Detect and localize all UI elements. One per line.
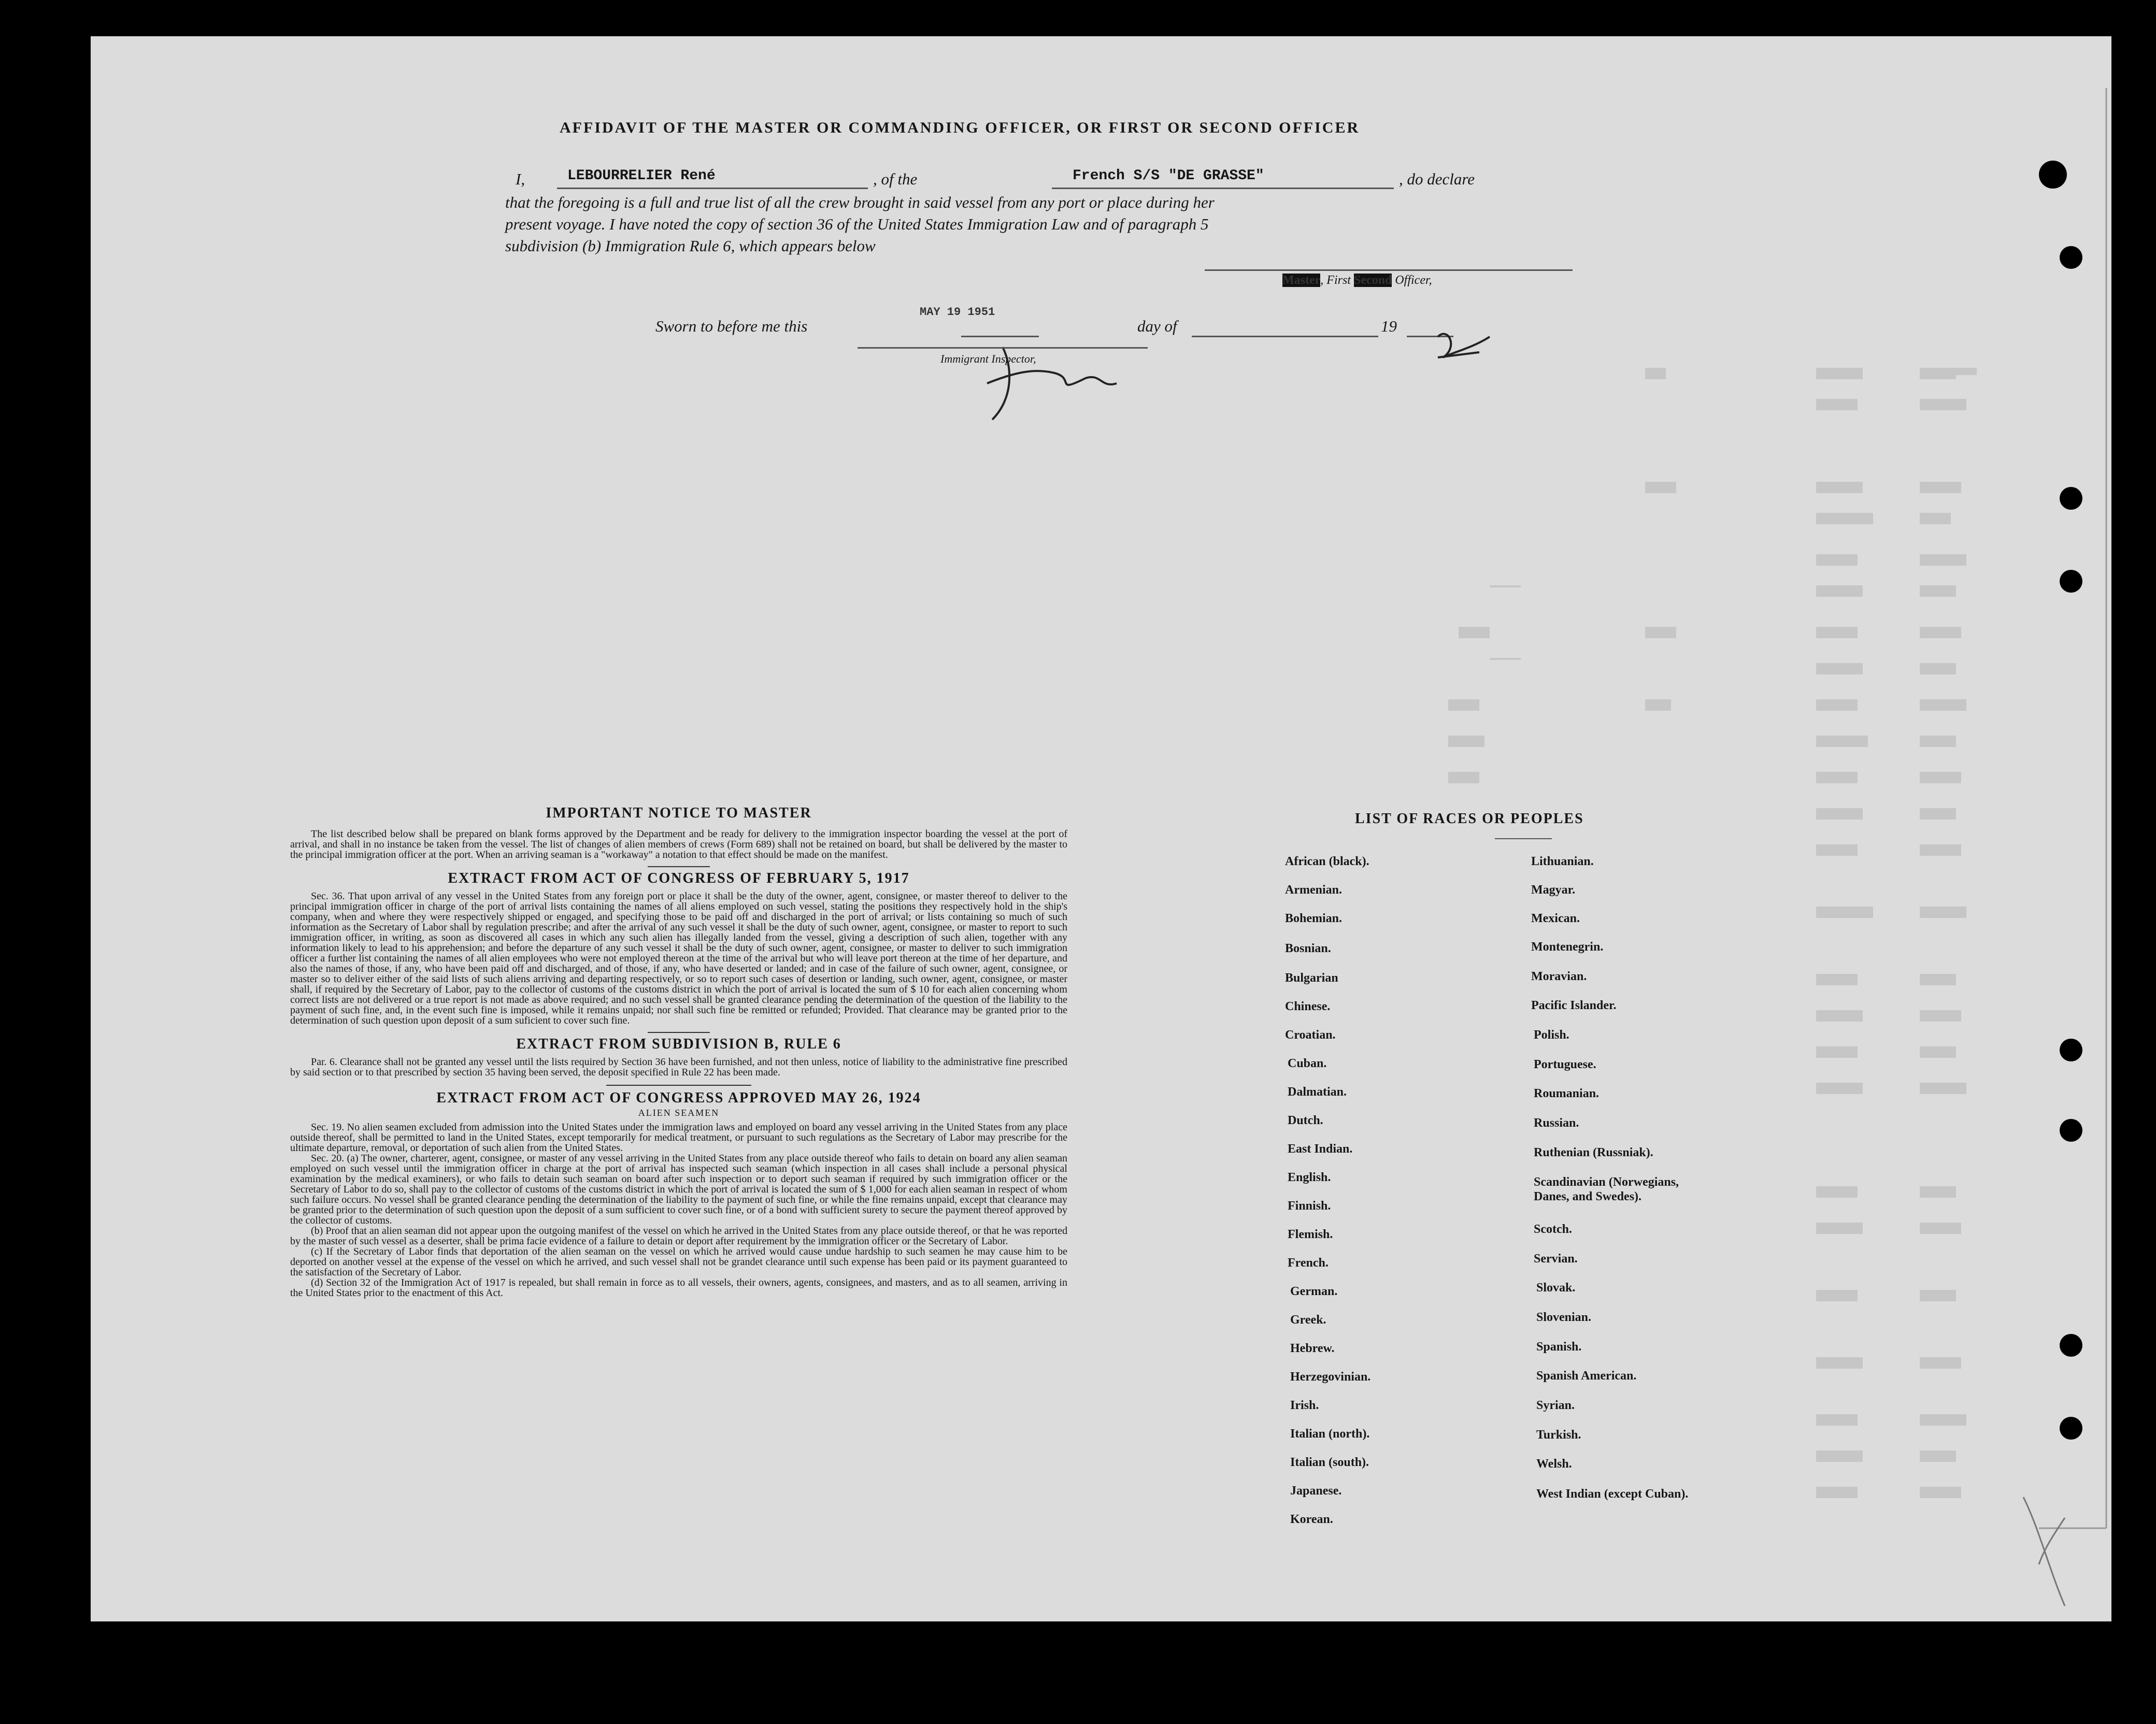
inspector-line	[858, 347, 1148, 349]
punch-hole	[2060, 1417, 2082, 1440]
affidavit-title: AFFIDAVIT OF THE MASTER OR COMMANDING OFFICER, OR FIRST OR SECOND OFFICER	[560, 119, 1360, 136]
race-right-11: Scandinavian (Norwegians, Danes, and Swedes).	[1534, 1175, 1679, 1203]
race-left-6: Croatian.	[1285, 1028, 1336, 1042]
punch-hole	[2060, 570, 2082, 593]
extract-1924-title: EXTRACT FROM ACT OF CONGRESS APPROVED MAY 26, 1924	[436, 1090, 921, 1106]
race-left-18: Herzegovinian.	[1290, 1370, 1371, 1384]
race-left-20: Italian (north).	[1290, 1427, 1370, 1441]
race-left-0: African (black).	[1285, 855, 1369, 868]
race-right-18: Syrian.	[1536, 1399, 1575, 1412]
race-left-22: Japanese.	[1290, 1484, 1342, 1498]
race-left-10: East Indian.	[1288, 1142, 1353, 1156]
sec20a-text: Sec. 20. (a) The owner, charterer, agent, consignee, or master of any vessel arriving in the United States from any place outside thereof who fails to detain on board any alien seaman employed on such vessel until the immigration officer in charge at the port of arrival has inspected such seaman (which inspection in all cases shall include a personal physical examination by the medical examiners), or who fails to detain such seaman on board after such inspection or to deport such seaman if required by such immigration officer or the Secretary of Labor to do so, shall pay to the collector of customs of the customs district in which the port of arrival is located the sum of $ 1,000 for each alien seaman in respect of whom such failure occurs. No vessel shall be granted clearance pending the determination of the liability to the payment of such fine, or while the fine remains unpaid, except that clearance may be granted prior to the determination of such question upon the deposit of a sum sufficient to cover such fine, or of a bond with sufficient surety to secure the payment thereof approved by the collector of customs.	[290, 1153, 1067, 1226]
handwritten-signatures	[858, 295, 1583, 440]
name-underline	[557, 188, 868, 189]
notice-section	[290, 805, 1067, 1299]
officer-struck-second: Second	[1353, 274, 1392, 287]
pencil-check-mark	[2008, 1487, 2111, 1621]
section-rule	[648, 866, 710, 867]
sec19-text: Sec. 19. No alien seamen excluded from admission into the United States under the immigration laws and employed on board any vessel arriving in the United States from any place outside thereof, shall be permitted to land in the United States, except temporarily for medical treatment, or pursuant to such regulations as the Secretary of Labor may prescribe for the ultimate departure, removal, or deportation of such alien from the United States.	[290, 1122, 1067, 1154]
affidavit-body	[505, 192, 1573, 257]
race-right-6: Polish.	[1534, 1028, 1569, 1042]
race-left-5: Chinese.	[1285, 1000, 1331, 1013]
notice-text: The list described below shall be prepared on blank forms approved by the Department and be ready for delivery to the immigration inspector boarding the vessel at the port of arrival, and shall in no instance be taken from the vessel. The list of changes of alien members of crews (Form 689) shall not be retained on board, but shall be delivered by the master to the principal immigration officer at the port. When an arriving seaman is a "workaway" a notation to that effect should be made on the manifest.	[290, 828, 1067, 860]
race-right-15: Slovenian.	[1536, 1311, 1592, 1324]
affidavit-of-the: , of the	[873, 170, 918, 188]
race-right-0: Lithuanian.	[1531, 855, 1594, 868]
inspector-label: Immigrant Inspector,	[940, 352, 1036, 365]
race-right-17: Spanish American.	[1536, 1369, 1637, 1383]
affidavit-i: I,	[516, 170, 525, 188]
race-right-3: Montenegrin.	[1531, 940, 1604, 954]
race-right-4: Moravian.	[1531, 970, 1587, 983]
day-of-label: day of	[1137, 317, 1177, 335]
officer-signature-line	[1205, 269, 1573, 271]
race-right-9: Russian.	[1534, 1116, 1579, 1130]
punch-hole	[2060, 246, 2082, 269]
race-left-4: Bulgarian	[1285, 971, 1338, 985]
race-left-7: Cuban.	[1288, 1057, 1327, 1070]
punch-hole	[2060, 1039, 2082, 1061]
vessel-underline	[1052, 188, 1394, 189]
vessel-name: French S/S "DE GRASSE"	[1073, 168, 1264, 184]
race-left-13: Flemish.	[1288, 1228, 1333, 1241]
race-right-20: Welsh.	[1536, 1457, 1572, 1471]
section-rule	[606, 1085, 751, 1086]
race-left-1: Armenian.	[1285, 883, 1342, 897]
race-right-16: Spanish.	[1536, 1340, 1582, 1354]
extract-1924-subtitle: ALIEN SEAMEN	[638, 1108, 720, 1118]
officer-first: , First	[1320, 274, 1351, 287]
affidavit-line1	[516, 170, 1573, 193]
officer-title	[1282, 274, 1432, 288]
race-right-12: Scotch.	[1534, 1223, 1572, 1236]
rule6-title: EXTRACT FROM SUBDIVISION B, RULE 6	[516, 1036, 841, 1052]
race-right-5: Pacific Islander.	[1531, 999, 1617, 1012]
race-left-3: Bosnian.	[1285, 942, 1331, 955]
extract-1917-title: EXTRACT FROM ACT OF CONGRESS OF FEBRUARY 5, 1917	[448, 870, 910, 886]
race-right-21: West Indian (except Cuban).	[1536, 1487, 1689, 1501]
races-title: LIST OF RACES OR PEOPLES	[1355, 811, 1584, 827]
race-right-2: Mexican.	[1531, 912, 1580, 925]
race-left-14: French.	[1288, 1256, 1329, 1270]
race-left-11: English.	[1288, 1171, 1331, 1184]
document-page	[91, 36, 2111, 1621]
race-right-10: Ruthenian (Russniak).	[1534, 1146, 1653, 1159]
race-left-12: Finnish.	[1288, 1199, 1331, 1213]
section-rule	[648, 1032, 710, 1033]
race-left-21: Italian (south).	[1290, 1456, 1369, 1469]
master-name: LEBOURRELIER René	[567, 168, 716, 184]
race-left-2: Bohemian.	[1285, 912, 1343, 925]
race-left-9: Dutch.	[1288, 1114, 1323, 1127]
race-right-7: Portuguese.	[1534, 1058, 1596, 1071]
affidavit-line2: that the foregoing is a full and true list of all the crew brought in said vessel from any port or place during her	[505, 193, 1215, 211]
sworn-label: Sworn to before me this	[655, 317, 808, 335]
affidavit-line3: present voyage. I have noted the copy of section 36 of the United States Immigration Law and of paragraph 5	[505, 215, 1209, 233]
sec20b-text: (b) Proof that an alien seaman did not appear upon the outgoing manifest of the vessel on which he arrived in the United States from any place outside thereof, or that he was reported by the master of such vessel as a deserter, shall be prima facie evidence of a failure to detain or deport after requirement by the immigration officer or the Secretary of Labor.	[290, 1225, 1067, 1247]
officer-struck-master: Master	[1282, 274, 1321, 287]
officer-suffix: Officer,	[1395, 274, 1432, 287]
race-right-14: Slovak.	[1536, 1281, 1576, 1295]
affidavit-do-declare: , do declare	[1399, 170, 1475, 188]
race-right-8: Roumanian.	[1534, 1087, 1600, 1100]
punch-hole	[2039, 161, 2067, 189]
rule6-text: Par. 6. Clearance shall not be granted any vessel until the lists required by Section 36 have been furnished, and not then unless, notice of liability to the administrative fine prescribed by said section or to that prescribed by section 35 having been served, the deposit specified in Rule 22 has been made.	[290, 1056, 1067, 1078]
race-left-23: Korean.	[1290, 1513, 1333, 1526]
punch-hole	[2060, 1334, 2082, 1357]
punch-hole	[2060, 1119, 2082, 1142]
affidavit-line4: subdivision (b) Immigration Rule 6, which appears below	[505, 237, 876, 255]
race-left-8: Dalmatian.	[1288, 1085, 1347, 1099]
race-left-17: Hebrew.	[1290, 1342, 1335, 1355]
race-right-1: Magyar.	[1531, 883, 1576, 897]
race-right-19: Turkish.	[1536, 1428, 1581, 1442]
race-left-16: Greek.	[1290, 1313, 1326, 1327]
date-stamp: MAY 19 1951	[920, 306, 995, 319]
notice-title: IMPORTANT NOTICE TO MASTER	[546, 805, 812, 821]
sec20c-text: (c) If the Secretary of Labor finds that deportation of the alien seaman on the vessel on which he arrived would cause undue hardship to such seamen he may cause him to be deported on another vessel at the expense of the vessel on which he arrived, and such vessel shall not be grandet clearance until such expense has been paid or its payment guaranteed to the satisfaction of the Secretary of Labor.	[290, 1246, 1067, 1278]
extract-1917-text: Sec. 36. That upon arrival of any vessel in the United States from any foreign port or place it shall be the duty of the owner, agent, consignee, or master thereof to deliver to the principal immigration officer in charge of the port of arrival lists containing the names of all aliens employed on such vessel, stating the positions they respectively hold in the ship's company, when and where they were respectively shipped or engaged, and specifying those to be paid off and discharged in the port of arrival; or lists containing so much of such information as the Secretary of Labor shall by regulation prescribe; and after the arrival of any such vessel it shall be the duty of such owner, agent, consignee, or master to report to such immigration officer, in writing, as soon as discovered all cases in which any such alien has illegally landed from the vessel, giving a description of such alien, together with any information likely to lead to his apprehension; and before the departure of any such vessel it shall be the duty of such owner, agent, consignee, or master to deliver to such immigration officer a further list containing the names of all alien employees who were not employed thereon at the time of the arrival but who will leave port thereon at the time of her departure, and also the names of those, if any, who have been paid off and discharged, and of those, if any, who have deserted or landed; and in case of the failure of such owner, agent, consignee, or master so to deliver either of the said lists of such aliens arriving and departing respectively, or so to report such cases of desertion or landing, such owner, agent, consignee, or master shall, if required by the Secretary of Labor, pay to the collector of customs of the customs district in which the port of arrival is located the sum of $ 10 for each alien concerning whom correct lists are not delivered or a true report is not made as above required; and no such vessel shall be granted clearance pending the determination of the question of the liability to the payment of such fine, and, in the event such fine is imposed, while it remains unpaid; nor shall such fine be remitted or refunded; Provided. That clearance may be granted prior to the determination of such question upon deposit of a sum suficient to cover such fine.	[290, 890, 1067, 1026]
race-left-15: German.	[1290, 1285, 1338, 1298]
race-left-19: Irish.	[1290, 1399, 1319, 1412]
punch-hole	[2060, 487, 2082, 510]
races-title-rule	[1495, 838, 1552, 839]
race-right-13: Servian.	[1534, 1252, 1578, 1266]
sec20d-text: (d) Section 32 of the Immigration Act of 1917 is repealed, but shall remain in force as to all vessels, their owners, agents, consignees, and masters, and as to all seamen, arriving in the United States prior to the enactment of this Act.	[290, 1277, 1067, 1299]
year-prefix: 19	[1381, 317, 1397, 335]
